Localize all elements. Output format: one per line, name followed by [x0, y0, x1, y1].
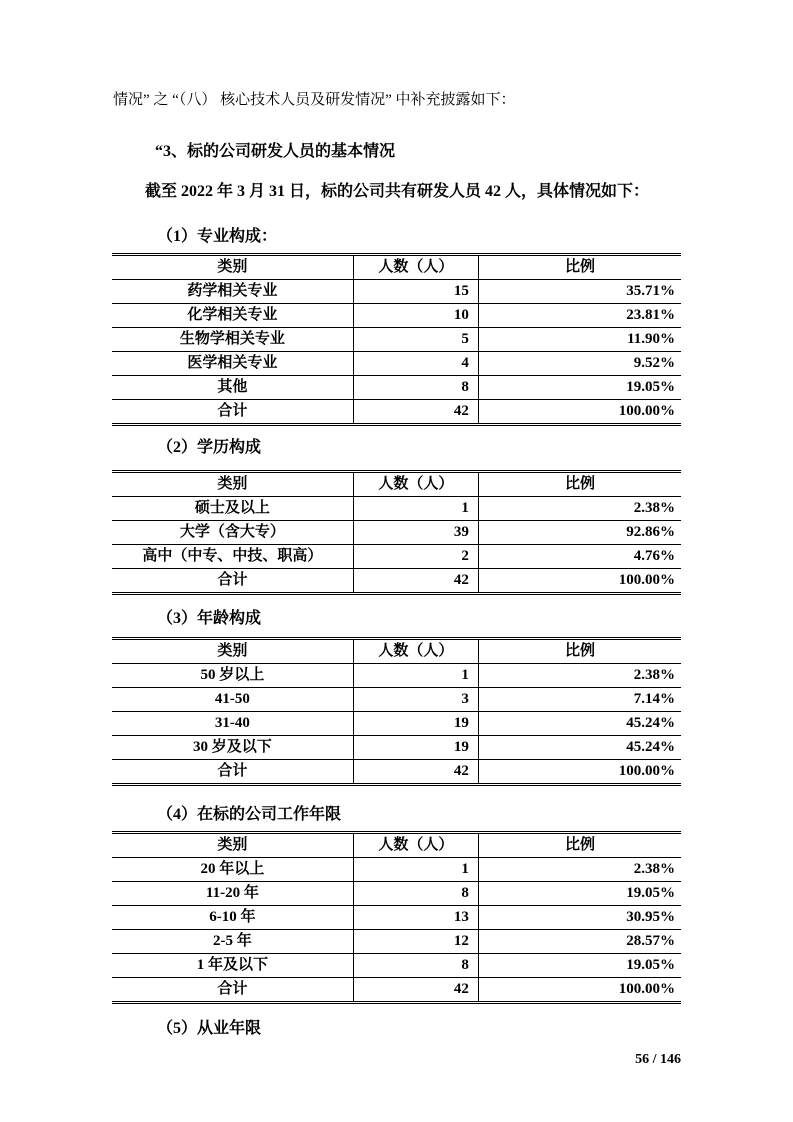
table-row	[112, 545, 681, 569]
table-cell: 1	[353, 858, 478, 882]
table-row	[112, 352, 681, 376]
table-row	[112, 736, 681, 760]
table-education-heading: （2）学历构成	[157, 439, 262, 456]
table-cell: 42	[353, 760, 478, 785]
table-cell: 42	[353, 978, 478, 1003]
table-cell: 合计	[112, 569, 353, 594]
section-profession	[112, 228, 681, 426]
table-row	[112, 858, 681, 882]
column-header: 类别	[112, 833, 353, 858]
table-row	[112, 664, 681, 688]
table-cell: 11.90%	[478, 328, 681, 352]
table-cell: 2.38%	[478, 858, 681, 882]
column-header: 比例	[478, 255, 681, 280]
table-cell: 医学相关专业	[112, 352, 353, 376]
table-cell: 合计	[112, 400, 353, 425]
table-cell: 高中（中专、中技、职高）	[112, 545, 353, 569]
table-cell: 化学相关专业	[112, 304, 353, 328]
table-cell: 20 年以上	[112, 858, 353, 882]
table-cell: 23.81%	[478, 304, 681, 328]
table-cell: 8	[353, 954, 478, 978]
column-header: 类别	[112, 472, 353, 497]
table-cell: 50 岁以上	[112, 664, 353, 688]
table-cell: 4	[353, 352, 478, 376]
table-cell: 合计	[112, 978, 353, 1003]
table-cell: 42	[353, 400, 478, 425]
trailing-heading: （5）从业年限	[157, 1020, 262, 1037]
table-cell: 15	[353, 280, 478, 304]
table-row	[112, 906, 681, 930]
table-cell: 30 岁及以下	[112, 736, 353, 760]
table-cell: 92.86%	[478, 521, 681, 545]
table-cell: 19	[353, 736, 478, 760]
table-cell: 31-40	[112, 712, 353, 736]
column-header: 人数（人）	[353, 255, 478, 280]
tables-container	[112, 228, 681, 1004]
table-cell: 6-10 年	[112, 906, 353, 930]
table-cell: 2-5 年	[112, 930, 353, 954]
column-header: 类别	[112, 255, 353, 280]
table-tenure-heading: （4）在标的公司工作年限	[157, 806, 342, 823]
table-cell: 12	[353, 930, 478, 954]
table-profession	[112, 253, 681, 426]
table-cell: 10	[353, 304, 478, 328]
table-cell: 13	[353, 906, 478, 930]
table-cell: 35.71%	[478, 280, 681, 304]
table-cell: 100.00%	[478, 400, 681, 425]
table-cell: 19.05%	[478, 882, 681, 906]
table-cell: 2.38%	[478, 497, 681, 521]
column-header: 比例	[478, 639, 681, 664]
table-cell: 3	[353, 688, 478, 712]
table-profession-heading: （1）专业构成：	[157, 228, 278, 245]
table-cell: 19	[353, 712, 478, 736]
table-row	[112, 280, 681, 304]
table-row	[112, 497, 681, 521]
table-tenure	[112, 831, 681, 1004]
table-header-row	[112, 639, 681, 664]
table-cell: 8	[353, 882, 478, 906]
table-header-row	[112, 472, 681, 497]
table-row	[112, 688, 681, 712]
table-cell: 生物学相关专业	[112, 328, 353, 352]
page-number: 56 / 146	[635, 1052, 681, 1067]
section-title: “3、标的公司研发人员的基本情况	[155, 143, 396, 160]
table-header-row	[112, 255, 681, 280]
table-cell: 1 年及以下	[112, 954, 353, 978]
table-row	[112, 882, 681, 906]
table-cell: 大学（含大专）	[112, 521, 353, 545]
table-cell: 19.05%	[478, 954, 681, 978]
table-cell: 45.24%	[478, 712, 681, 736]
table-cell: 30.95%	[478, 906, 681, 930]
section-age	[112, 610, 681, 786]
column-header: 比例	[478, 472, 681, 497]
table-cell: 100.00%	[478, 760, 681, 785]
table-cell: 合计	[112, 760, 353, 785]
table-cell: 8	[353, 376, 478, 400]
section-tenure	[112, 806, 681, 1004]
table-cell: 11-20 年	[112, 882, 353, 906]
table-cell: 9.52%	[478, 352, 681, 376]
table-cell: 4.76%	[478, 545, 681, 569]
table-row	[112, 712, 681, 736]
table-cell: 100.00%	[478, 569, 681, 594]
column-header: 人数（人）	[353, 833, 478, 858]
table-cell: 药学相关专业	[112, 280, 353, 304]
table-row	[112, 569, 681, 594]
table-cell: 28.57%	[478, 930, 681, 954]
table-cell: 1	[353, 497, 478, 521]
column-header: 比例	[478, 833, 681, 858]
column-header: 人数（人）	[353, 472, 478, 497]
table-age	[112, 637, 681, 786]
table-row	[112, 760, 681, 785]
column-header: 类别	[112, 639, 353, 664]
table-row	[112, 376, 681, 400]
table-cell: 39	[353, 521, 478, 545]
table-header-row	[112, 833, 681, 858]
table-cell: 2.38%	[478, 664, 681, 688]
table-cell: 19.05%	[478, 376, 681, 400]
table-cell: 2	[353, 545, 478, 569]
table-cell: 5	[353, 328, 478, 352]
table-row	[112, 930, 681, 954]
table-cell: 硕士及以上	[112, 497, 353, 521]
table-education	[112, 470, 681, 595]
table-cell: 其他	[112, 376, 353, 400]
intro-paragraph: 截至 2022 年 3 月 31 日，标的公司共有研发人员 42 人，具体情况如下：	[145, 183, 650, 200]
table-cell: 41-50	[112, 688, 353, 712]
table-row	[112, 400, 681, 425]
table-row	[112, 304, 681, 328]
table-age-heading: （3）年龄构成	[157, 610, 262, 627]
table-cell: 1	[353, 664, 478, 688]
table-row	[112, 954, 681, 978]
table-row	[112, 978, 681, 1003]
table-row	[112, 521, 681, 545]
column-header: 人数（人）	[353, 639, 478, 664]
table-cell: 42	[353, 569, 478, 594]
intro-line: 情况” 之 “（八） 核心技术人员及研发情况” 中补充披露如下：	[113, 92, 516, 108]
table-cell: 7.14%	[478, 688, 681, 712]
table-cell: 100.00%	[478, 978, 681, 1003]
table-cell: 45.24%	[478, 736, 681, 760]
table-row	[112, 328, 681, 352]
section-education	[112, 439, 681, 595]
